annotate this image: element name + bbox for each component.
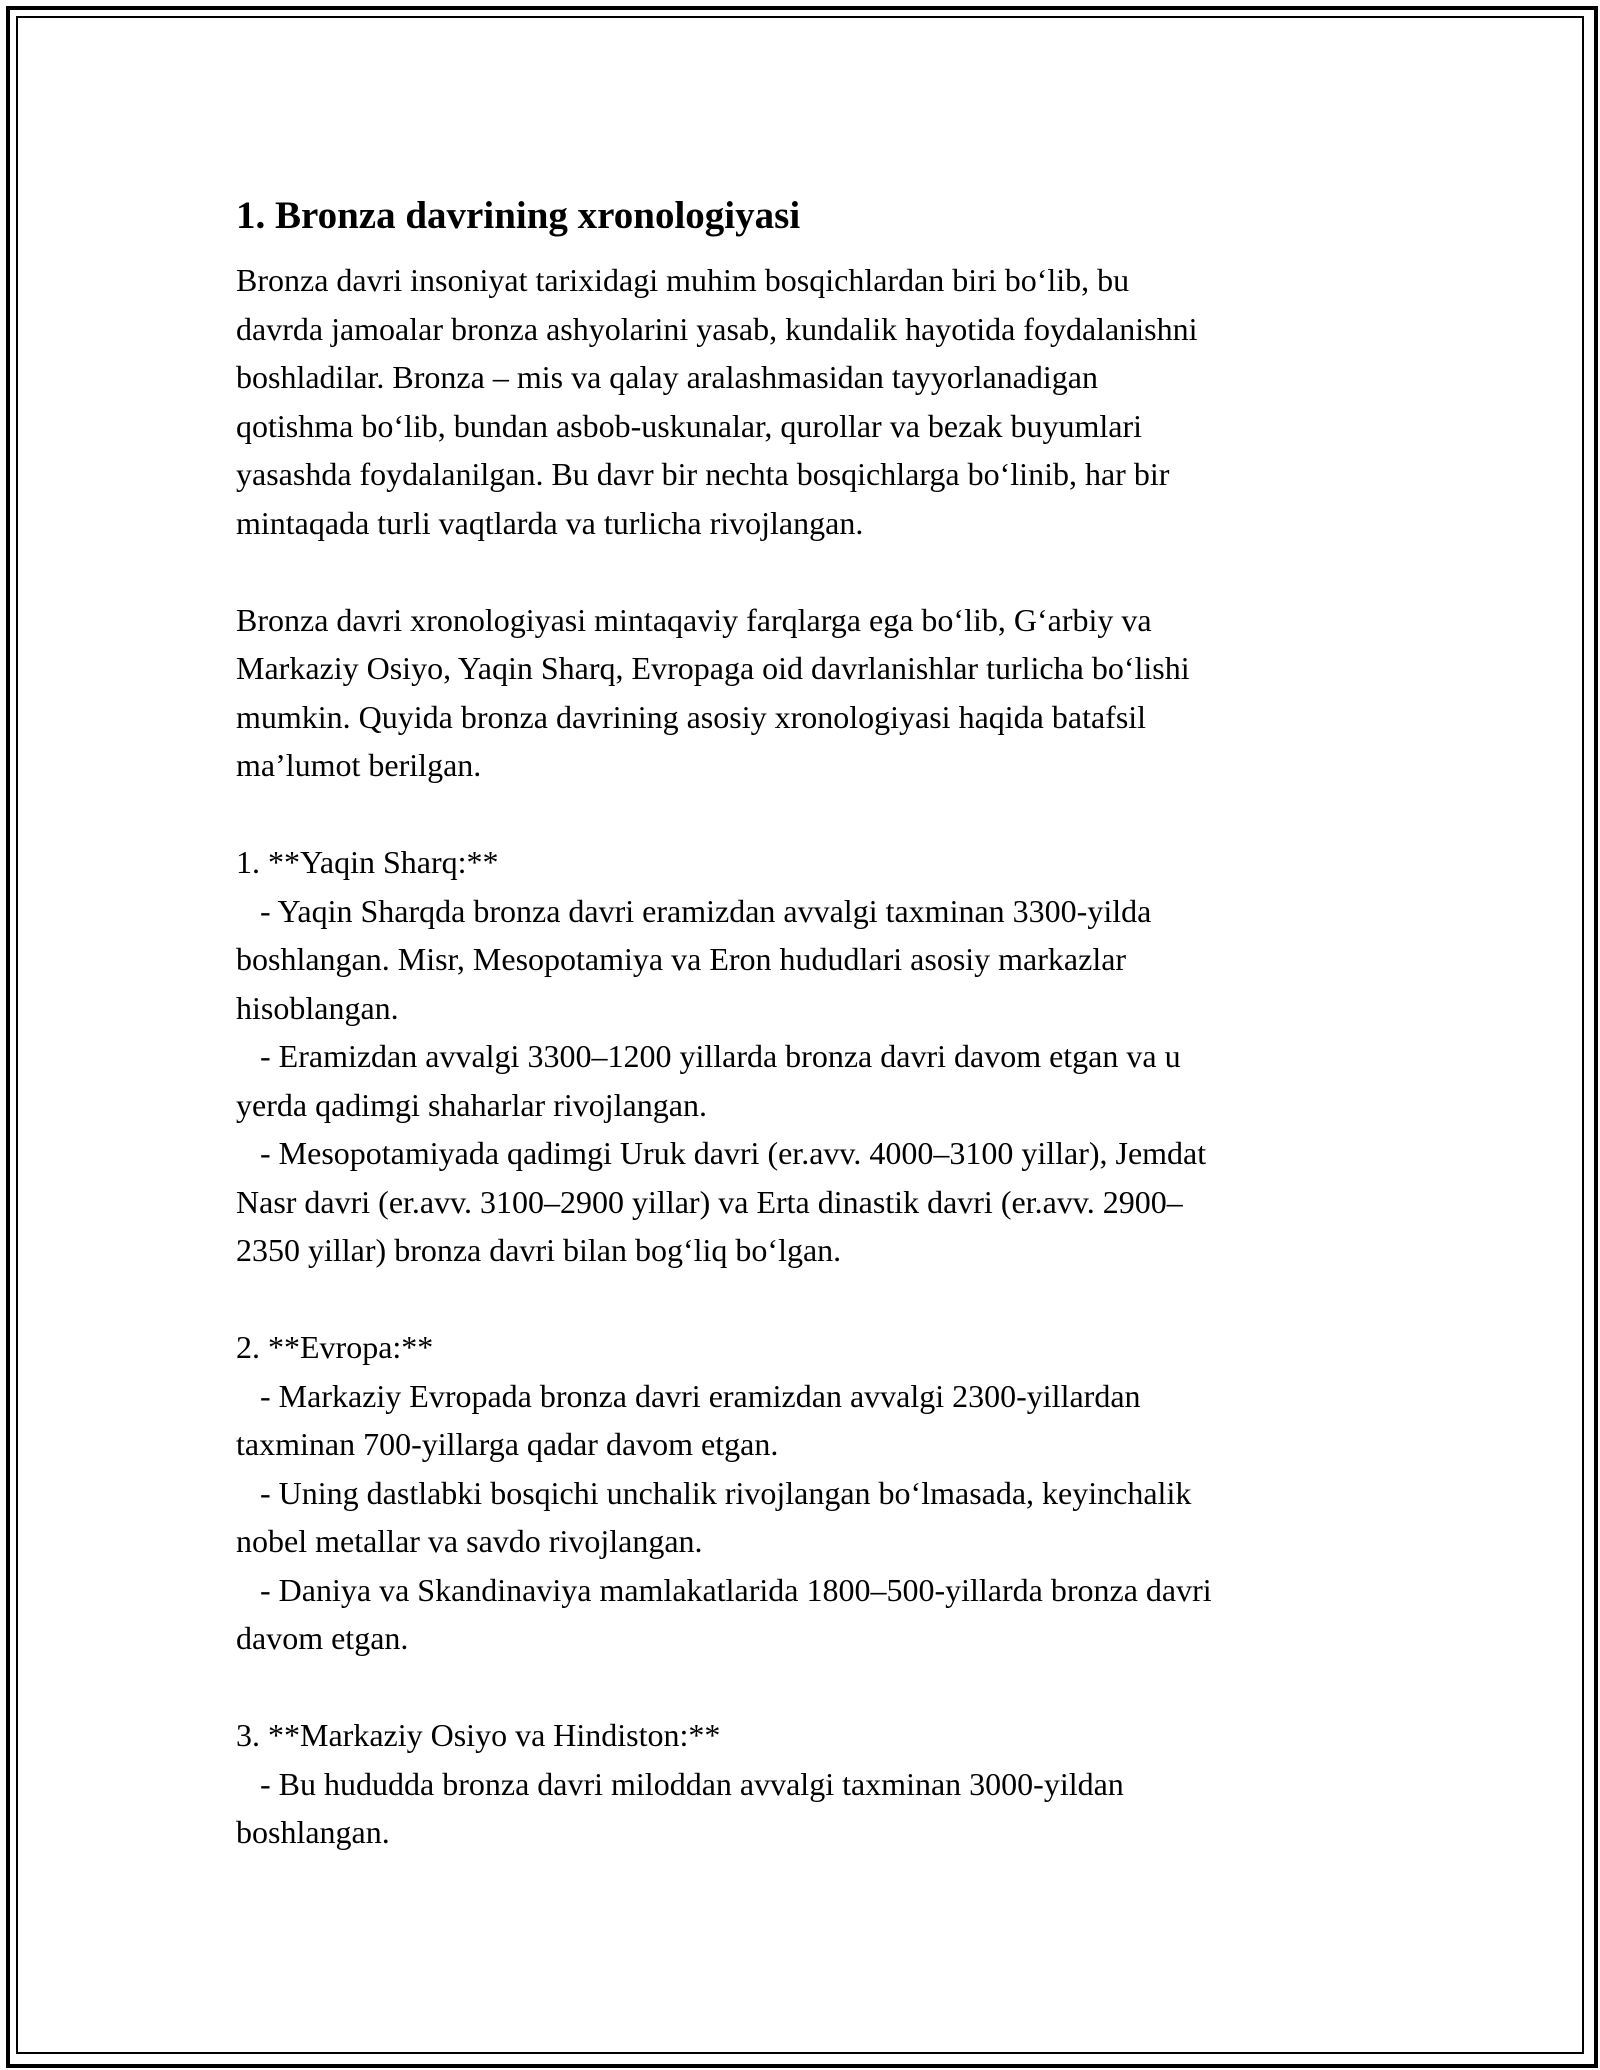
text-line: - Uning dastlabki bosqichi unchalik rivojlangan bo‘lmasada, keyinchalik [236, 1474, 1192, 1511]
text-line: hisoblangan. [236, 989, 399, 1026]
list-heading: 2. **Evropa:** [236, 1329, 434, 1365]
text-line: Nasr davri (er.avv. 3100–2900 yillar) va Erta dinastik davri (er.avv. 2900– [236, 1183, 1183, 1220]
text-line: mumkin. Quyida bronza davrining asosiy xronologiyasi haqida batafsil [236, 698, 1147, 735]
text-line: - Daniya va Skandinaviya mamlakatlarida 1800–500-yillarda bronza davri [236, 1571, 1212, 1608]
text-line: 2350 yillar) bronza davri bilan bog‘liq bo‘lgan. [236, 1232, 842, 1268]
text-line: boshlangan. [236, 1814, 390, 1850]
text-line: qotishma bo‘lib, bundan asbob-uskunalar, qurollar va bezak buyumlari [236, 407, 1143, 444]
text-line: mintaqada turli vaqtlarda va turlicha rivojlangan. [236, 504, 864, 541]
text-line: - Mesopotamiyada qadimgi Uruk davri (er.avv. 4000–3100 yillar), Jemdat [236, 1135, 1207, 1171]
intro-paragraph [236, 256, 1366, 547]
text-line: - Yaqin Sharqda bronza davri eramizdan avvalgi taxminan 3300-yilda [236, 892, 1152, 929]
section-near-east [236, 838, 1366, 1275]
text-line: - Markaziy Evropada bronza davri eramizdan avvalgi 2300-yillardan [236, 1377, 1141, 1414]
text-line: - Bu hududda bronza davri miloddan avvalgi taxminan 3000-yildan [236, 1765, 1124, 1802]
text-line: - Eramizdan avvalgi 3300–1200 yillarda bronza davri davom etgan va u [236, 1038, 1181, 1074]
document-body [236, 188, 1366, 1857]
text-line: davrda jamoalar bronza ashyolarini yasab, kundalik hayotida foydalanishni [236, 310, 1198, 347]
text-line: nobel metallar va savdo rivojlangan. [236, 1523, 703, 1559]
text-line: boshlangan. Misr, Mesopotamiya va Eron hududlari asosiy markazlar [236, 941, 1127, 977]
chronology-paragraph [236, 596, 1366, 790]
section-central-asia-india [236, 1711, 1366, 1857]
section-heading: 1. Bronza davrining xronologiyasi [236, 194, 801, 237]
list-heading: 3. **Markaziy Osiyo va Hindiston:** [236, 1717, 721, 1753]
text-line: Markaziy Osiyo, Yaqin Sharq, Evropaga oid davrlanishlar turlicha bo‘lishi [236, 650, 1190, 686]
text-line: boshladilar. Bronza – mis va qalay aralashmasidan tayyorlanadigan [236, 359, 1098, 395]
text-line: yerda qadimgi shaharlar rivojlangan. [236, 1086, 707, 1123]
text-line: davom etgan. [236, 1620, 409, 1656]
section-europe [236, 1323, 1366, 1663]
text-line: yasashda foydalanilgan. Bu davr bir nechta bosqichlarga bo‘linib, har bir [236, 456, 1170, 492]
text-line: taxminan 700-yillarga qadar davom etgan. [236, 1426, 779, 1462]
text-line: Bronza davri insoniyat tarixidagi muhim bosqichlardan biri bo‘lib, bu [236, 262, 1130, 298]
list-heading: 1. **Yaqin Sharq:** [236, 844, 499, 880]
text-line: ma’lumot berilgan. [236, 747, 482, 783]
text-line: Bronza davri xronologiyasi mintaqaviy farqlarga ega bo‘lib, G‘arbiy va [236, 601, 1152, 638]
